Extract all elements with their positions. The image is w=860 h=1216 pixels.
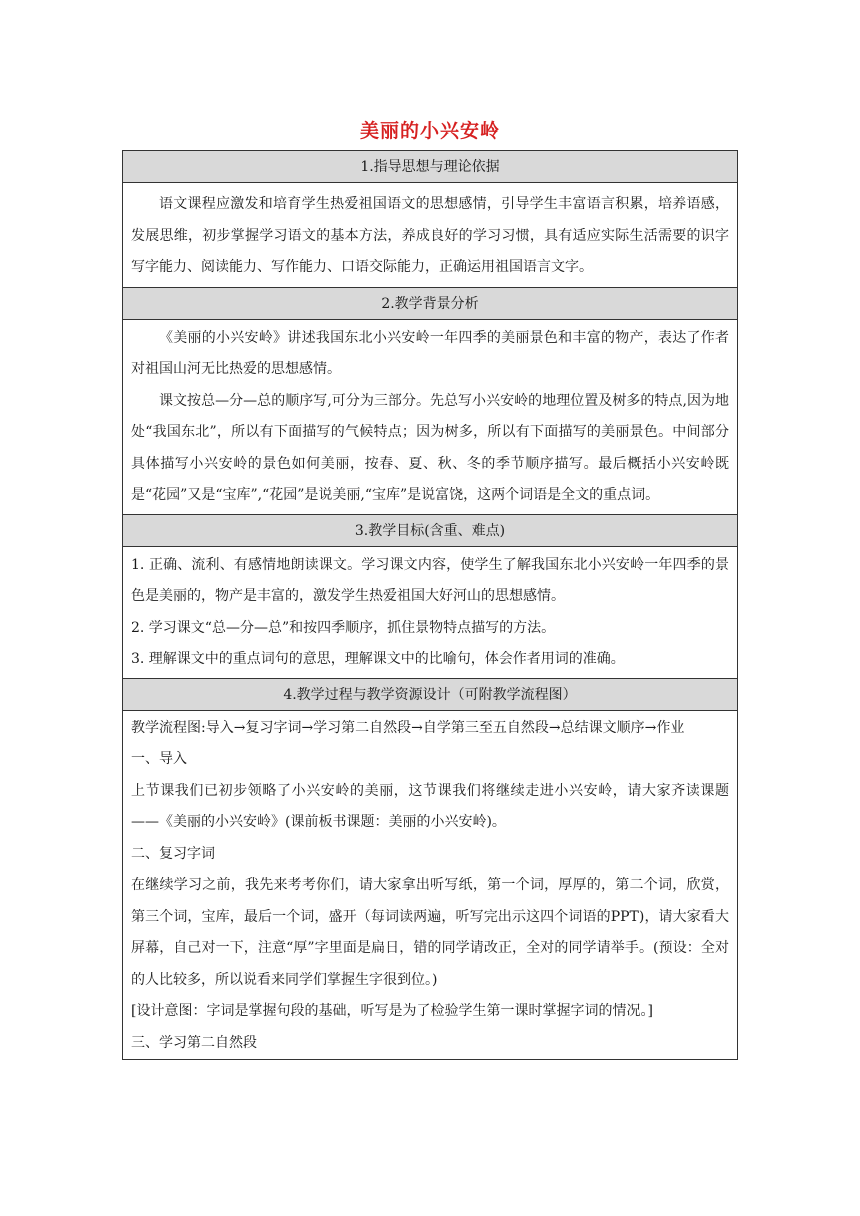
section-background-analysis	[123, 288, 737, 515]
subheading-paragraph-two: 三、学习第二自然段	[131, 1034, 257, 1051]
section-teaching-process	[123, 679, 737, 1060]
subheading-intro: 一、导入	[131, 751, 187, 767]
subheading-review: 二、复习字词	[131, 845, 215, 862]
section-heading: 4.教学过程与教学资源设计（可附教学流程图）	[123, 679, 737, 711]
objective-item: 2. 学习课文“总—分—总”和按四季顺序，抓住景物特点描写的方法。	[131, 619, 556, 636]
paragraph: 上节课我们已初步领略了小兴安岭的美丽，这节课我们将继续走进小兴安岭，请大家齐读课题——《美丽的小兴安岭》(课前板书课题：美丽的小兴安岭)。	[131, 782, 729, 830]
section-heading: 3.教学目标(含重、难点)	[123, 515, 737, 547]
section-guiding-thought	[123, 151, 737, 288]
section-teaching-objectives	[123, 515, 737, 679]
objective-item: 1. 正确、流利、有感情地朗读课文。学习课文内容，使学生了解我国东北小兴安岭一年四季的景色是美丽的，物产是丰富的，激发学生热爱祖国大好河山的思想感情。	[131, 556, 729, 604]
lesson-plan-table	[122, 150, 738, 1060]
section-heading: 1.指导思想与理论依据	[123, 151, 737, 183]
flowchart-text: 教学流程图:导入→复习字词→学习第二自然段→自学第三至五自然段→总结课文顺序→作业	[131, 719, 685, 736]
paragraph: 《美丽的小兴安岭》讲述我国东北小兴安岭一年四季的美丽景色和丰富的物产，表达了作者对祖国山河无比热爱的思想感情。	[131, 329, 729, 377]
design-intent-note: [设计意图：字词是掌握句段的基础，听写是为了检验学生第一课时掌握字词的情况。]	[131, 1003, 653, 1019]
section-heading: 2.教学背景分析	[123, 288, 737, 320]
paragraph: 语文课程应激发和培育学生热爱祖国语文的思想感情，引导学生丰富语言积累，培养语感，发展思维，初步掌握学习语文的基本方法，养成良好的学习习惯，具有适应实际生活需要的识字写字能力、阅读能力、写作能力、口语交际能力，正确运用祖国语言文字。	[131, 196, 729, 275]
paragraph: 课文按总—分—总的顺序写,可分为三部分。先总写小兴安岭的地理位置及树多的特点,因为地处“我国东北”，所以有下面描写的气候特点；因为树多，所以有下面描写的美丽景色。中间部分具体描写小兴安岭的景色如何美丽，按春、夏、秋、冬的季节顺序描写。最后概括小兴安岭既是“花园”又是“宝库”,“花园”是说美丽,“宝库”是说富饶，这两个词语是全文的重点词。	[131, 392, 729, 503]
document-title: 美丽的小兴安岭	[359, 120, 500, 142]
objective-item: 3. 理解课文中的重点词句的意思，理解课文中的比喻句，体会作者用词的准确。	[131, 651, 625, 667]
paragraph: 在继续学习之前，我先来考考你们，请大家拿出听写纸，第一个词，厚厚的，第二个词，欣赏，第三个词，宝库，最后一个词，盛开（每词读两遍，听写完出示这四个词语的PPT)，请大家看大屏幕，自己对一下，注意“厚”字里面是扁日，错的同学请改正，全对的同学请举手。(预设：全对的人比较多，所以说看来同学们掌握生字很到位。)	[131, 877, 729, 988]
